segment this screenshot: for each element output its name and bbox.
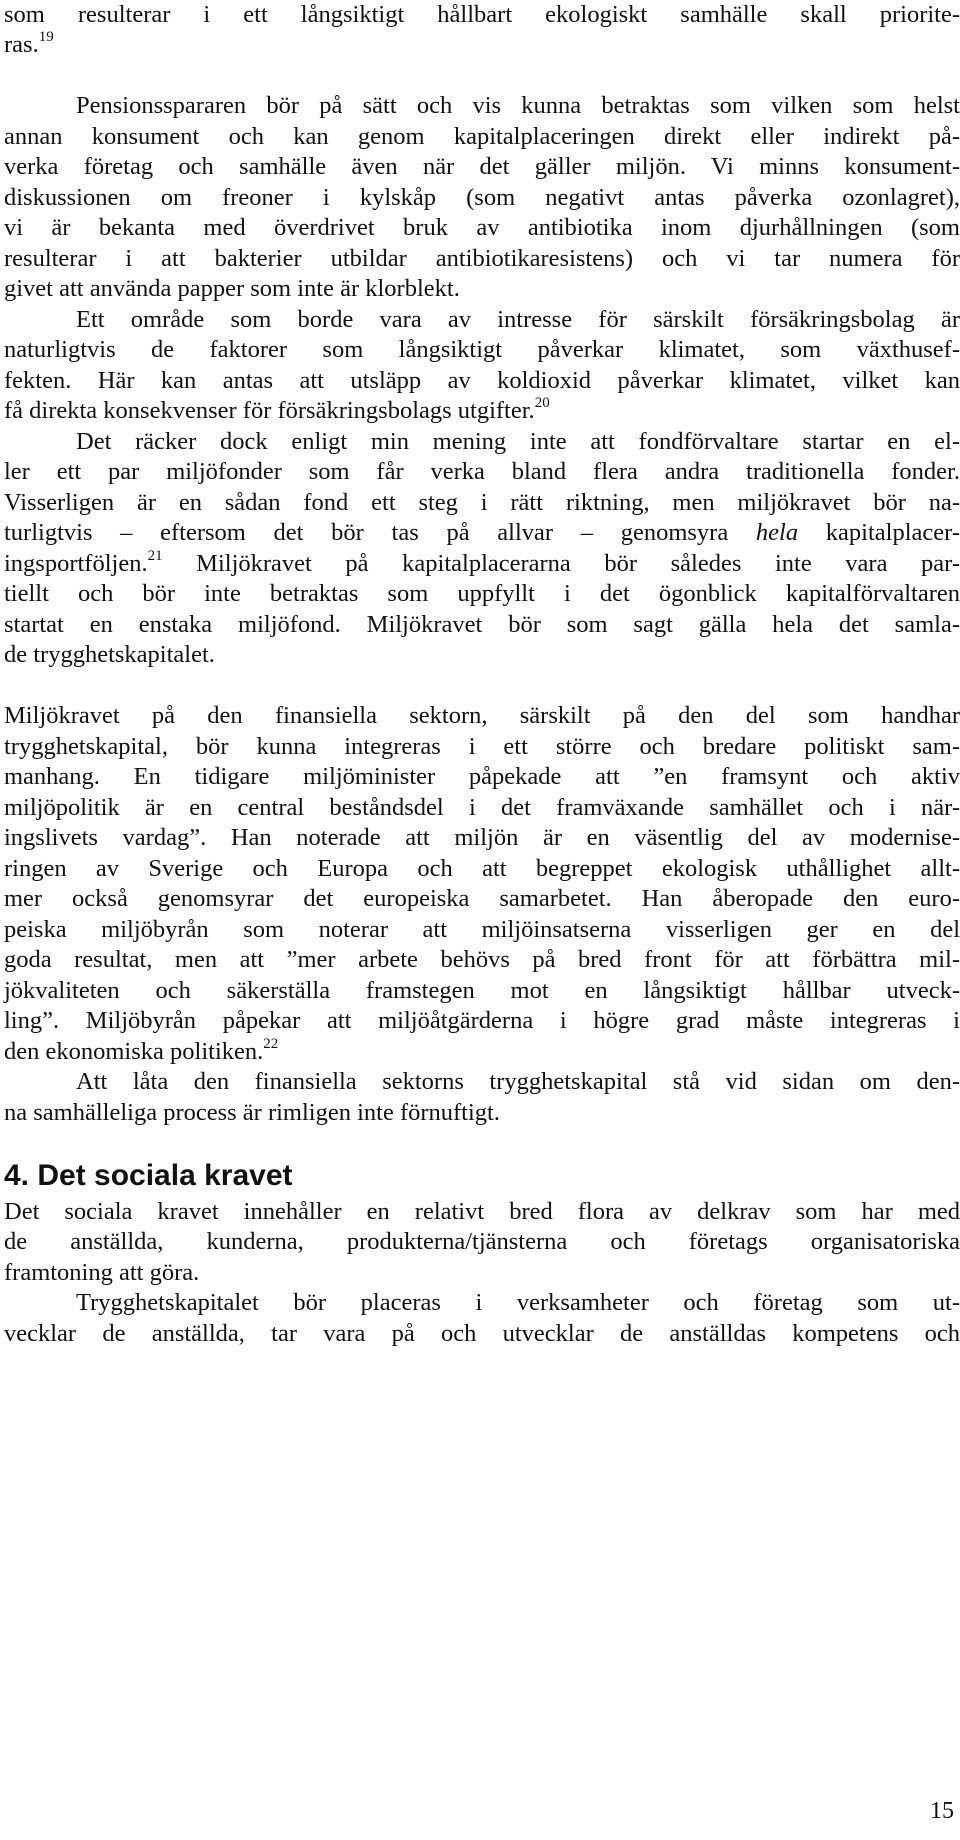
line-text: Miljökravet på kapitalplacerarna bör således inte vara par- [162,550,960,577]
page-number: 15 [930,1798,954,1824]
text-line: naturligtvis de faktorer som långsiktigt påverkar klimatet, som växthusef- [4,336,960,363]
text-line: annan konsument och kan genom kapitalplaceringen direkt eller indirekt på- [4,123,960,150]
text-line [4,549,960,579]
text-line: Att låta den finansiella sektorns trygghetskapital stå vid sidan om den- [76,1068,960,1095]
text-line: goda resultat, men att ”mer arbete behövs på bred front för att förbättra mil- [4,946,960,973]
text-line: Det sociala kravet innehåller en relativt bred flora av delkrav som har med [4,1198,960,1225]
line-text: ras. [4,31,39,58]
text-line: fekten. Här kan antas att utsläpp av koldioxid påverkar klimatet, vilket kan [4,367,960,394]
text-line: Det räcker dock enligt min mening inte att fondförvaltare startar en el- [76,428,960,455]
text-line: mer också genomsyrar det europeiska samarbetet. Han åberopade den euro- [4,885,960,912]
text-line: Pensionsspararen bör på sätt och vis kunna betraktas som vilken som helst [76,92,960,119]
text-line: turligtvis – eftersom det bör tas på allvar – genomsyra hela kapitalplacer- [4,519,960,546]
text-line: vi är bekanta med överdrivet bruk av antibiotika inom djurhållningen (som [4,214,960,241]
text-line [4,396,960,426]
text-line: de trygghetskapitalet. [4,641,215,668]
text-line: vecklar de anställda, tar vara på och utvecklar de anställdas kompetens och [4,1320,960,1347]
text-line: Miljökravet på den finansiella sektorn, särskilt på den del som handhar [4,702,960,729]
line-text: ingsportföljen. [4,550,148,577]
text-line: resulterar i att bakterier utbildar antibiotikaresistens) och vi tar numera för [4,245,960,272]
text-line: tiellt och bör inte betraktas som uppfyllt i det ögonblick kapitalförvaltaren [4,580,960,607]
line-text: den ekonomiska politiken. [4,1038,264,1065]
emphasis: hela [755,519,799,546]
text-line: ingslivets vardag”. Han noterade att miljön är en väsentlig del av modernise- [4,824,960,851]
footnote-ref: 21 [147,548,163,564]
section-heading: 4. Det sociala kravet [4,1159,293,1192]
text-line: peiska miljöbyrån som noterar att miljöinsatserna visserligen ger en del [4,916,960,943]
text-line: verka företag och samhälle även när det gäller miljön. Vi minns konsument- [4,153,960,180]
text-line: framtoning att göra. [4,1259,200,1286]
text-line: ringen av Sverige och Europa och att begreppet ekologisk uthållighet allt- [4,855,960,882]
text-line: Ett område som borde vara av intresse för särskilt försäkringsbolag är [76,306,960,333]
text-line: startat en enstaka miljöfond. Miljökravet bör som sagt gälla hela det samla- [4,611,960,638]
text-line [4,30,960,60]
footnote-ref: 20 [534,395,550,411]
text-line: trygghetskapital, bör kunna integreras i ett större och bredare politiskt sam- [4,733,960,760]
text-line: de anställda, kunderna, produkterna/tjänsterna och företags organisatoriska [4,1228,960,1255]
text-line: som resulterar i ett långsiktigt hållbart ekologiskt samhälle skall priorite- [4,1,960,28]
text-line [4,1037,960,1067]
text-line: jökvaliteten och säkerställa framstegen mot en långsiktigt hållbar utveck- [4,977,960,1004]
text-line: ling”. Miljöbyrån påpekar att miljöåtgärderna i högre grad måste integreras i [4,1007,960,1034]
text-line: na samhälleliga process är rimligen inte förnuftigt. [4,1099,500,1126]
text-line: diskussionen om freoner i kylskåp (som negativt antas påverka ozonlagret), [4,184,960,211]
footnote-ref: 22 [263,1036,279,1052]
text-line: givet att använda papper som inte är klorblekt. [4,275,460,302]
text-line: Trygghetskapitalet bör placeras i verksamheter och företag som ut- [76,1289,960,1316]
text-line: ler ett par miljöfonder som får verka bland flera andra traditionella fonder. [4,458,960,485]
line-text: få direkta konsekvenser för försäkringsbolags utgifter. [4,397,535,424]
footnote-ref: 19 [38,29,54,45]
text-line: manhang. En tidigare miljöminister påpekade att ”en framsynt och aktiv [4,763,960,790]
text-line: miljöpolitik är en central beståndsdel i det framväxande samhället och i när- [4,794,960,821]
text-line: Visserligen är en sådan fond ett steg i rätt riktning, men miljökravet bör na- [4,489,960,516]
